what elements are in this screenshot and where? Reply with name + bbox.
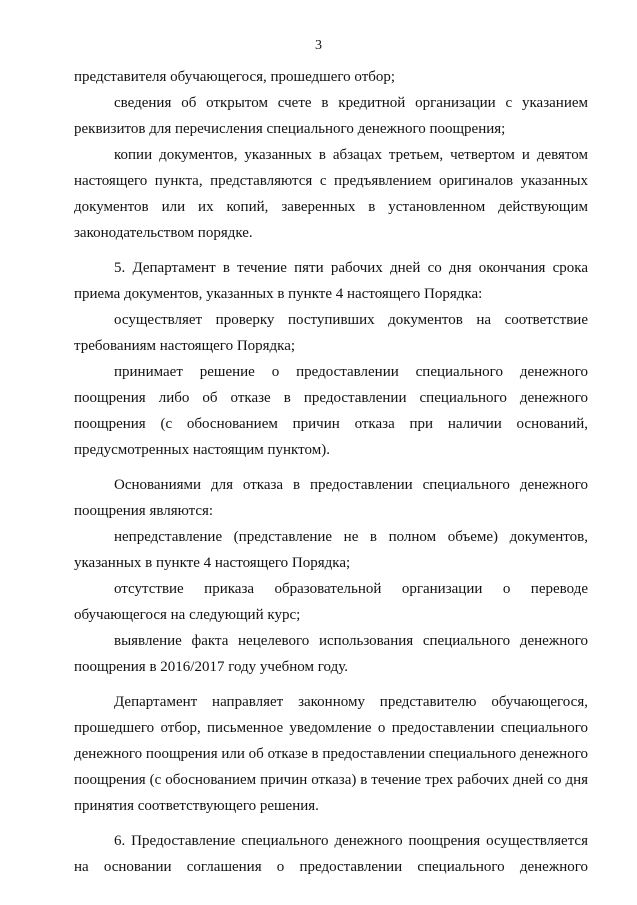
paragraph-decision: принимает решение о предоставлении специального денежного поощрения либо об отказе в предоставлении специального денежного поощрения (с обоснованием причин отказа при наличии оснований, предусмотренных настоящим пунктом). (74, 364, 588, 458)
paragraph-representative: представителя обучающегося, прошедшего отбор; (74, 69, 396, 85)
paragraph-refusal-grounds: Основаниями для отказа в предоставлении специального денежного поощрения являются: (74, 477, 588, 519)
document-body (74, 64, 588, 880)
paragraph-ground-documents: непредставление (представление не в полном объеме) документов, указанных в пункте 4 настоящего Порядка; (74, 529, 588, 571)
paragraph-bank-account: сведения об открытом счете в кредитной организации с указанием реквизитов для перечисления специального денежного поощрения; (74, 95, 588, 137)
paragraph-notification: Департамент направляет законному представителю обучающегося, прошедшего отбор, письменное уведомление о предоставлении специального денежного поощрения или об отказе в предоставлении специального денежного поощрения (с обоснованием причин отказа) в течение трех рабочих дней со дня принятия соответствующего решения. (74, 694, 588, 814)
paragraph-ground-misuse: выявление факта нецелевого использования специального денежного поощрения в 2016/2017 году учебном году. (74, 633, 588, 675)
paragraph-item-5: 5. Департамент в течение пяти рабочих дней со дня окончания срока приема документов, указанных в пункте 4 настоящего Порядка: (74, 260, 588, 302)
paragraph-item-6: 6. Предоставление специального денежного поощрения осуществляется на основании соглашения о предоставлении специального денежного (74, 833, 588, 875)
page-number: 3 (315, 38, 322, 53)
paragraph-ground-order: отсутствие приказа образовательной организации о переводе обучающегося на следующий курс; (74, 581, 588, 623)
paragraph-verification: осуществляет проверку поступивших документов на соответствие требованиям настоящего Порядка; (74, 312, 588, 354)
paragraph-document-copies: копии документов, указанных в абзацах третьем, четвертом и девятом настоящего пункта, представляются с предъявлением оригиналов указанных документов или их копий, заверенных в установленном действующим законодательством порядке. (74, 147, 588, 241)
